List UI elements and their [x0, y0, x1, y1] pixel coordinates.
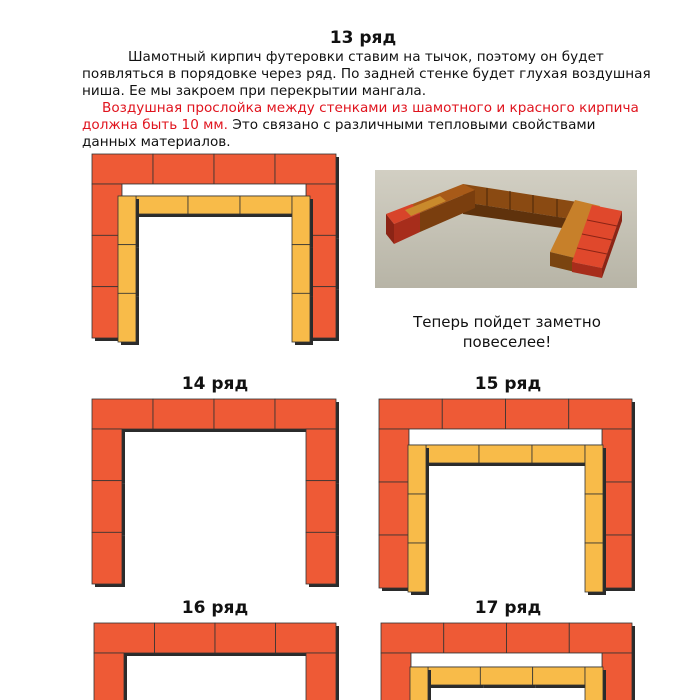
red-brick	[153, 399, 214, 429]
fireclay-brick	[408, 445, 426, 494]
row-13-title: 13 ряд	[329, 28, 397, 48]
fireclay-brick-shadow	[139, 199, 191, 217]
red-brick-shadow	[217, 402, 278, 432]
fireclay-brick-shadow	[295, 296, 313, 345]
red-brick	[306, 235, 336, 286]
red-brick-shadow	[309, 535, 339, 587]
red-brick-shadow	[605, 485, 635, 538]
red-brick	[569, 399, 632, 429]
red-brick	[92, 532, 122, 584]
red-brick	[94, 623, 155, 653]
red-brick-shadow	[382, 432, 412, 485]
red-brick	[381, 653, 411, 700]
fireclay-brick	[188, 196, 240, 214]
fireclay-brick-shadow	[588, 497, 606, 546]
red-brick	[94, 653, 124, 700]
red-brick	[92, 481, 122, 533]
red-brick	[442, 399, 505, 429]
fireclay-brick	[585, 494, 603, 543]
left-red-side	[386, 214, 394, 244]
red-brick-shadow	[156, 402, 217, 432]
red-brick-shadow	[309, 484, 339, 536]
fireclay-brick-shadow	[411, 497, 429, 546]
fireclay-brick-shadow	[295, 248, 313, 297]
fireclay-brick	[408, 494, 426, 543]
red-brick	[306, 653, 336, 700]
red-brick	[275, 399, 336, 429]
red-brick-shadow	[156, 157, 217, 187]
red-brick	[306, 184, 336, 235]
red-brick	[602, 535, 632, 588]
red-brick-shadow	[158, 626, 219, 656]
red-brick-shadow	[278, 402, 339, 432]
red-brick-shadow	[309, 290, 339, 341]
red-brick-shadow	[509, 402, 572, 432]
red-brick	[215, 623, 276, 653]
fireclay-brick	[533, 667, 585, 685]
red-brick	[92, 184, 122, 235]
fireclay-brick	[118, 293, 136, 342]
left-lining-top	[405, 196, 446, 216]
red-brick	[155, 623, 216, 653]
fireclay-brick	[292, 196, 310, 245]
red-brick	[444, 623, 507, 653]
row-14-title: 14 ряд	[181, 374, 249, 394]
red-brick	[379, 429, 409, 482]
fireclay-brick	[532, 445, 585, 463]
left-wall-face	[420, 190, 475, 232]
fireclay-brick	[585, 445, 603, 494]
red-brick	[92, 287, 122, 338]
fireclay-brick-shadow	[431, 670, 483, 688]
right-red-joints	[577, 220, 617, 254]
red-brick-shadow	[97, 626, 158, 656]
fireclay-brick	[240, 196, 292, 214]
red-brick-shadow	[95, 238, 125, 289]
red-brick	[92, 429, 122, 481]
intro-paragraph-2	[82, 100, 652, 151]
red-brick	[153, 154, 214, 184]
red-brick	[569, 623, 632, 653]
fireclay-brick	[480, 667, 532, 685]
red-brick-shadow	[572, 402, 635, 432]
fireclay-brick	[426, 445, 479, 463]
fireclay-brick-shadow	[536, 670, 588, 688]
fireclay-brick	[118, 196, 136, 245]
fireclay-brick-shadow	[483, 670, 535, 688]
red-brick-shadow	[95, 187, 125, 238]
red-brick	[275, 154, 336, 184]
fireclay-brick-shadow	[413, 670, 431, 700]
fireclay-brick	[292, 245, 310, 294]
red-brick-shadow	[382, 538, 412, 591]
right-lining-top	[550, 200, 600, 258]
red-brick-shadow	[95, 484, 125, 536]
red-brick	[306, 287, 336, 338]
red-brick	[379, 535, 409, 588]
red-brick-shadow	[309, 187, 339, 238]
red-brick	[602, 653, 632, 700]
red-brick	[276, 623, 337, 653]
fireclay-brick	[292, 293, 310, 342]
red-brick-shadow	[510, 626, 573, 656]
fireclay-brick	[118, 245, 136, 294]
red-brick	[214, 399, 275, 429]
right-red-top	[572, 205, 622, 268]
fireclay-brick-shadow	[121, 296, 139, 345]
back-wall-joints	[487, 188, 557, 217]
red-brick-shadow	[384, 626, 447, 656]
red-brick	[602, 429, 632, 482]
fireclay-brick-shadow	[191, 199, 243, 217]
fireclay-brick-shadow	[295, 199, 313, 248]
red-brick	[92, 399, 153, 429]
intro-part1: Шамотный кирпич футеровки ставим на тычок, поэтому он будет появляться в порядовке через ряд. По задней стенке будет глухая воздушная ниша. Ее мы закроем при перекрытии мангала.	[82, 49, 651, 99]
red-brick-shadow	[309, 656, 339, 700]
red-brick-shadow	[605, 656, 635, 700]
red-brick	[507, 623, 570, 653]
fireclay-brick	[479, 445, 532, 463]
red-brick-shadow	[445, 402, 508, 432]
red-brick-shadow	[279, 626, 340, 656]
back-wall-face	[463, 202, 590, 232]
fireclay-brick	[408, 543, 426, 592]
left-red-face	[394, 213, 420, 244]
red-brick-shadow	[309, 432, 339, 484]
red-brick-shadow	[95, 432, 125, 484]
air-gap	[411, 653, 602, 667]
fireclay-brick	[428, 667, 480, 685]
row-15-title: 15 ряд	[474, 374, 542, 394]
red-brick	[381, 623, 444, 653]
red-brick	[92, 154, 153, 184]
red-brick	[92, 235, 122, 286]
red-brick	[602, 482, 632, 535]
red-brick-shadow	[382, 402, 445, 432]
illustration-caption: Теперь пойдет заметно повеселее!	[413, 313, 601, 351]
left-wall-top	[410, 184, 475, 213]
fireclay-brick-shadow	[588, 448, 606, 497]
right-red-face	[572, 262, 602, 278]
intro-part2: Это связано с различными тепловыми свойствами данных материалов.	[82, 117, 596, 150]
red-brick	[506, 399, 569, 429]
right-lining-face	[550, 252, 575, 272]
row-17-title: 17 ряд	[474, 598, 542, 618]
fireclay-brick	[585, 543, 603, 592]
fireclay-brick-shadow	[429, 448, 482, 466]
red-brick-shadow	[95, 402, 156, 432]
red-brick-shadow	[447, 626, 510, 656]
red-brick-shadow	[605, 538, 635, 591]
row-16-title: 16 ряд	[181, 598, 249, 618]
air-gap-note: Воздушная прослойка между стенками из шамотного и красного кирпича должна быть 10 мм.	[82, 100, 639, 133]
red-brick-shadow	[95, 157, 156, 187]
red-brick-shadow	[95, 290, 125, 341]
red-brick-shadow	[217, 157, 278, 187]
intro-paragraph-1	[82, 49, 652, 100]
fireclay-brick-shadow	[588, 546, 606, 595]
red-brick	[306, 429, 336, 481]
fireclay-brick-shadow	[121, 248, 139, 297]
red-brick	[214, 154, 275, 184]
air-gap	[409, 429, 602, 445]
left-red-top	[386, 204, 420, 224]
red-brick-shadow	[309, 238, 339, 289]
red-brick	[306, 481, 336, 533]
illustration-background	[375, 170, 637, 288]
red-brick	[379, 399, 442, 429]
air-gap	[122, 184, 306, 196]
red-brick-shadow	[95, 535, 125, 587]
fireclay-brick-shadow	[243, 199, 295, 217]
fireclay-brick	[136, 196, 188, 214]
red-brick-shadow	[97, 656, 127, 700]
red-brick-shadow	[382, 485, 412, 538]
red-brick-shadow	[572, 626, 635, 656]
red-brick-shadow	[605, 432, 635, 485]
fireclay-brick-shadow	[411, 448, 429, 497]
red-brick-shadow	[278, 157, 339, 187]
red-brick	[306, 532, 336, 584]
fireclay-brick-shadow	[482, 448, 535, 466]
intro-text	[82, 49, 652, 151]
fireclay-brick	[585, 667, 603, 700]
fireclay-brick-shadow	[121, 199, 139, 248]
right-red-side	[602, 211, 622, 278]
fireclay-brick	[410, 667, 428, 700]
fireclay-brick-shadow	[588, 670, 606, 700]
back-wall-top	[463, 184, 590, 222]
fireclay-brick-shadow	[411, 546, 429, 595]
red-brick-shadow	[384, 656, 414, 700]
fireclay-brick-shadow	[535, 448, 588, 466]
red-brick-shadow	[218, 626, 279, 656]
red-brick	[379, 482, 409, 535]
